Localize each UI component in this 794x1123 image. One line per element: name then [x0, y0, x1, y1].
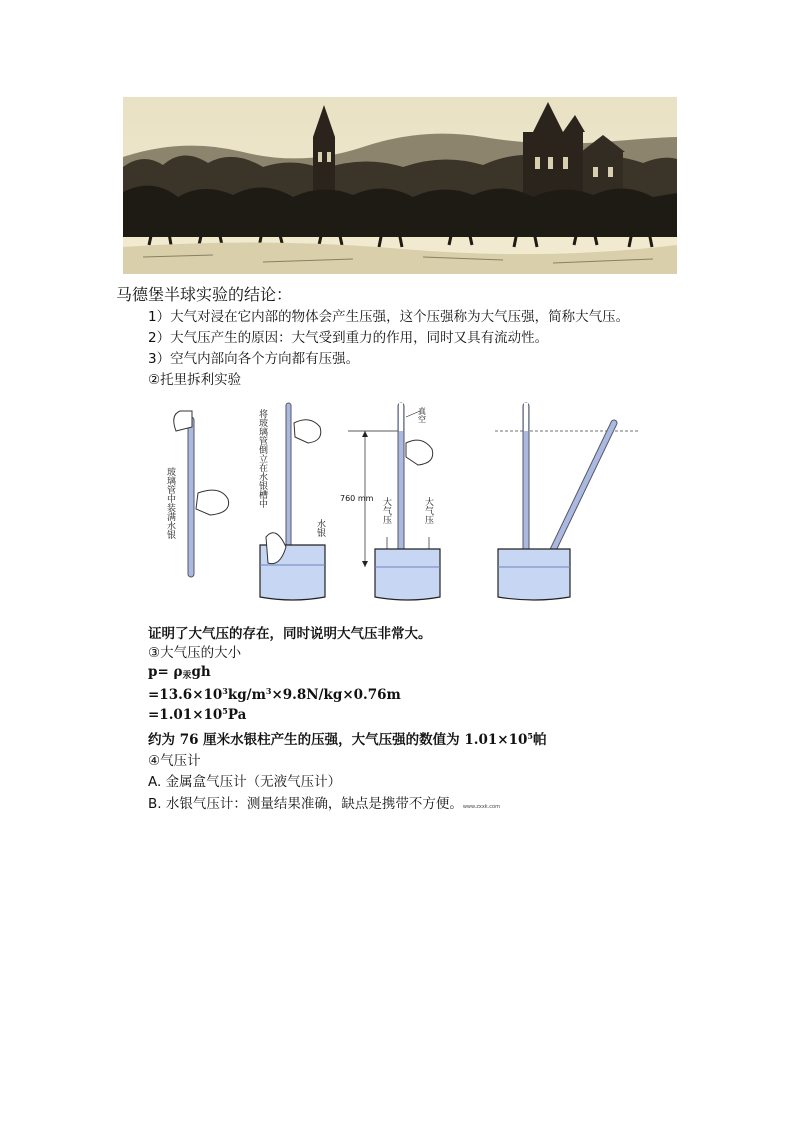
watermark-mark: www.zxxk.com — [462, 804, 500, 810]
conclusion-3: 3）空气内部向各个方向都有压强。 — [148, 351, 360, 367]
label-mercury: 水银 — [315, 519, 325, 537]
label-fill: 玻璃管中装满水银 — [165, 467, 175, 539]
heading-conclusion: 马德堡半球实验的结论： — [116, 285, 293, 304]
label-invert: 将玻璃管倒立在水银槽中 — [257, 409, 267, 508]
formula-line-3: $=1.01\times 10^5Pa$ — [148, 706, 247, 723]
formula-line-2: $=13.6\times 10^3kg/m^3\times 9.8N/kg\times 0.76m$ — [148, 686, 401, 703]
formula-line-1: $p= \rho_汞gh$ — [148, 664, 211, 681]
torricelli-title: ②托里拆利实验 — [148, 372, 242, 388]
label-vacuum: 真空 — [417, 407, 427, 423]
magdeburg-illustration — [123, 97, 677, 274]
conclusion-2: 2）大气压产生的原因：大气受到重力的作用，同时又具有流动性。 — [148, 330, 549, 346]
conclusion-1: 1）大气对浸在它内部的物体会产生压强，这个压强称为大气压强，简称大气压。 — [148, 309, 630, 325]
label-760: 760 mm — [340, 494, 374, 503]
torricelli-diagram — [140, 397, 650, 607]
approx-statement: 约为 76 厘米水银柱产生的压强，大气压强的数值为 $1.01\times 10^5$帕 — [148, 731, 547, 748]
barometer-b: B. 水银气压计：测量结果准确，缺点是携带不方便。www.zxxk.com — [148, 796, 500, 812]
proof-statement: 证明了大气压的存在，同时说明大气压非常大。 — [148, 626, 432, 642]
size-title: ③大气压的大小 — [148, 645, 242, 661]
label-atm-left: 大气压 — [381, 497, 391, 524]
label-atm-right: 大气压 — [423, 497, 433, 524]
barometer-a: A. 金属盒气压计（无液气压计） — [148, 774, 342, 790]
barometer-title: ④气压计 — [148, 753, 201, 769]
